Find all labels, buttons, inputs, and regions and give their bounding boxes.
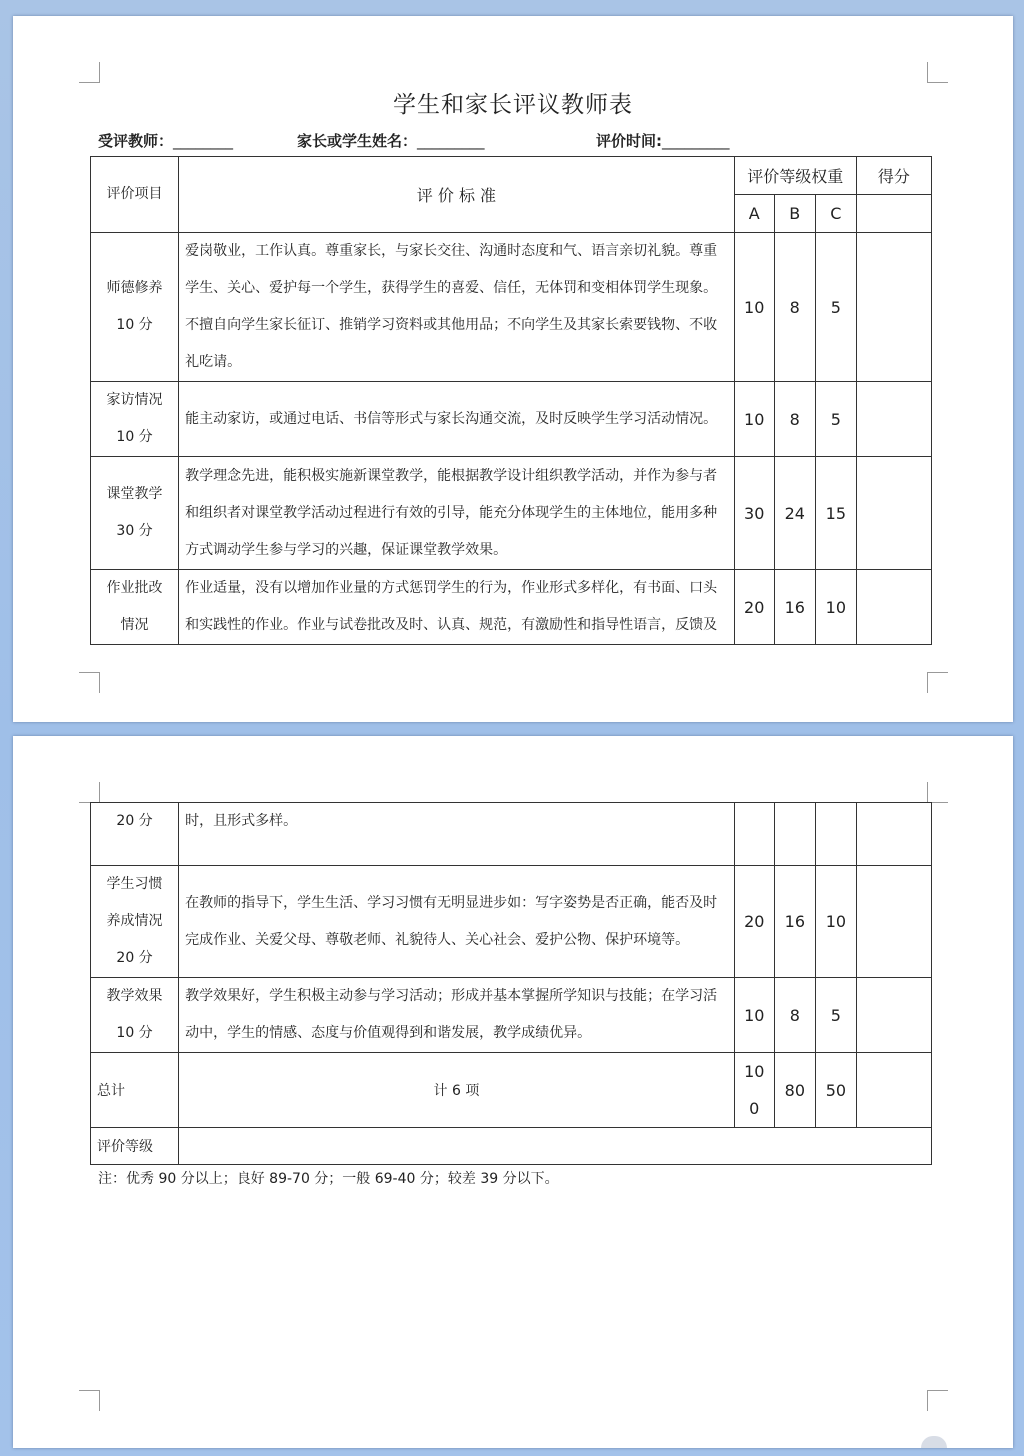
standard-line: 在教师的指导下，学生生活、学习习惯有无明显进步如：写字姿势是否正确，能否及时 bbox=[185, 894, 718, 911]
table-row bbox=[91, 233, 932, 382]
value-c: 5 bbox=[815, 382, 856, 457]
parent-label: 家长或学生姓名： bbox=[297, 132, 418, 150]
value-b: 8 bbox=[774, 978, 815, 1053]
crop-mark bbox=[927, 62, 948, 83]
document-page-2 bbox=[13, 736, 1013, 1448]
crop-mark bbox=[79, 672, 100, 693]
item-line: 20 分 bbox=[116, 950, 153, 966]
value-a: 20 bbox=[734, 866, 774, 978]
value-c: 10 bbox=[815, 866, 856, 978]
row-item bbox=[91, 382, 179, 457]
total-a-line: 0 bbox=[749, 1099, 760, 1118]
value-b: 8 bbox=[774, 382, 815, 457]
teacher-label: 受评教师： bbox=[98, 132, 174, 150]
document-page-1 bbox=[13, 16, 1013, 722]
row-standard bbox=[179, 382, 735, 457]
total-a-line: 10 bbox=[744, 1062, 765, 1081]
value-a: 10 bbox=[734, 978, 774, 1053]
standard-line: 作业适量，没有以增加作业量的方式惩罚学生的行为，作业形式多样化，有书面、口头 bbox=[185, 580, 718, 596]
score-cell[interactable] bbox=[856, 233, 931, 382]
total-count: 计 6 项 bbox=[179, 1053, 735, 1128]
teacher-blank: ________ bbox=[173, 132, 234, 150]
page-title: 学生和家长评议教师表 bbox=[393, 92, 633, 118]
parent-field bbox=[297, 130, 485, 151]
grade-a: A bbox=[734, 195, 774, 233]
value-c: 10 bbox=[815, 570, 856, 645]
item-line: 养成情况 bbox=[106, 913, 163, 929]
row-item bbox=[91, 457, 179, 570]
item-line: 课堂教学 bbox=[106, 486, 163, 502]
total-label: 总计 bbox=[91, 1053, 179, 1128]
standard-line: 学生、关心、爱护每一个学生，获得学生的喜爱、信任，无体罚和变相体罚学生现象。 bbox=[185, 280, 718, 296]
header-item: 评价项目 bbox=[91, 157, 179, 233]
parent-blank: _________ bbox=[417, 132, 485, 150]
standard-line: 方式调动学生参与学习的兴趣，保证课堂教学效果。 bbox=[185, 541, 508, 558]
table-row bbox=[91, 803, 932, 866]
standard-line: 动中，学生的情感、态度与价值观得到和谐发展，教学成绩优异。 bbox=[185, 1025, 592, 1041]
total-b: 80 bbox=[774, 1053, 815, 1128]
value-a bbox=[734, 803, 774, 866]
header-score: 得分 bbox=[856, 157, 931, 195]
value-c: 5 bbox=[815, 233, 856, 382]
standard-line: 时，且形式多样。 bbox=[185, 813, 298, 829]
value-b: 16 bbox=[774, 866, 815, 978]
time-blank: _________ bbox=[662, 132, 730, 150]
header-weight: 评价等级权重 bbox=[734, 157, 856, 195]
table-row bbox=[91, 570, 932, 645]
score-cell[interactable] bbox=[856, 978, 931, 1053]
grade-b: B bbox=[774, 195, 815, 233]
item-line: 10 分 bbox=[116, 1025, 153, 1041]
total-a bbox=[734, 1053, 774, 1128]
item-line: 学生习惯 bbox=[106, 876, 163, 892]
crop-mark bbox=[927, 782, 948, 803]
value-c bbox=[815, 803, 856, 866]
value-a: 30 bbox=[734, 457, 774, 570]
standard-line: 礼吃请。 bbox=[185, 354, 242, 370]
evaluation-table-page-2 bbox=[90, 802, 932, 1165]
table-row bbox=[91, 382, 932, 457]
time-field bbox=[596, 130, 730, 151]
grade-label: 评价等级 bbox=[91, 1128, 179, 1165]
teacher-field bbox=[98, 130, 233, 151]
score-cell[interactable] bbox=[856, 382, 931, 457]
row-standard bbox=[179, 233, 735, 382]
value-c: 5 bbox=[815, 978, 856, 1053]
value-a: 10 bbox=[734, 233, 774, 382]
score-header-blank bbox=[856, 195, 931, 233]
crop-mark bbox=[927, 1390, 948, 1411]
item-line: 20 分 bbox=[116, 813, 153, 829]
standard-line: 和实践性的作业。作业与试卷批改及时、认真、规范，有激励性和指导性语言，反馈及 bbox=[185, 617, 718, 633]
row-standard bbox=[179, 457, 735, 570]
standard-line: 和组织者对课堂教学活动过程进行有效的引导，能充分体现学生的主体地位，能用多种 bbox=[185, 504, 718, 521]
total-score-cell[interactable] bbox=[856, 1053, 931, 1128]
time-label: 评价时间: bbox=[596, 132, 662, 150]
table-row bbox=[91, 457, 932, 570]
grade-c: C bbox=[815, 195, 856, 233]
row-item bbox=[91, 866, 179, 978]
score-cell[interactable] bbox=[856, 866, 931, 978]
item-line: 10 分 bbox=[116, 429, 153, 445]
row-standard bbox=[179, 570, 735, 645]
item-line: 家访情况 bbox=[106, 392, 163, 408]
row-item bbox=[91, 233, 179, 382]
score-cell[interactable] bbox=[856, 803, 931, 866]
item-line: 30 分 bbox=[116, 523, 153, 539]
row-standard bbox=[179, 978, 735, 1053]
standard-line: 完成作业、关爱父母、尊敬老师、礼貌待人、关心社会、爱护公物、保护环境等。 bbox=[185, 931, 690, 948]
score-cell[interactable] bbox=[856, 457, 931, 570]
standard-line: 不擅自向学生家长征订、推销学习资料或其他用品；不向学生及其家长索要钱物、不收 bbox=[185, 317, 718, 333]
standard-line: 爱岗敬业，工作认真。尊重家长，与家长交往、沟通时态度和气、语言亲切礼貌。尊重 bbox=[185, 243, 718, 259]
table-row bbox=[91, 866, 932, 978]
row-item bbox=[91, 978, 179, 1053]
header-standard: 评 价 标 准 bbox=[179, 157, 735, 233]
total-c: 50 bbox=[815, 1053, 856, 1128]
score-cell[interactable] bbox=[856, 570, 931, 645]
grade-row bbox=[91, 1128, 932, 1165]
row-standard bbox=[179, 803, 735, 866]
crop-mark bbox=[79, 62, 100, 83]
item-line: 教学效果 bbox=[106, 988, 163, 1004]
scoring-note: 注：优秀 90 分以上；良好 89-70 分；一般 69-40 分；较差 39 分以下。 bbox=[98, 1171, 559, 1187]
zoom-widget-icon bbox=[921, 1436, 947, 1448]
total-row bbox=[91, 1053, 932, 1128]
value-c: 15 bbox=[815, 457, 856, 570]
standard-line: 教学理念先进，能积极实施新课堂教学，能根据教学设计组织教学活动，并作为参与者 bbox=[185, 467, 718, 484]
value-a: 10 bbox=[734, 382, 774, 457]
standard-line: 教学效果好，学生积极主动参与学习活动；形成并基本掌握所学知识与技能；在学习活 bbox=[185, 988, 718, 1004]
crop-mark bbox=[927, 672, 948, 693]
item-line: 10 分 bbox=[116, 317, 153, 333]
standard-line: 能主动家访，或通过电话、书信等形式与家长沟通交流，及时反映学生学习活动情况。 bbox=[185, 410, 718, 427]
item-line: 情况 bbox=[120, 617, 149, 633]
row-standard bbox=[179, 866, 735, 978]
crop-mark bbox=[79, 782, 100, 803]
evaluation-table-page-1 bbox=[90, 156, 932, 645]
table-row bbox=[91, 978, 932, 1053]
crop-mark bbox=[79, 1390, 100, 1411]
row-item bbox=[91, 803, 179, 866]
row-item bbox=[91, 570, 179, 645]
grade-value-cell[interactable] bbox=[179, 1128, 932, 1165]
item-line: 作业批改 bbox=[106, 580, 163, 596]
value-b: 24 bbox=[774, 457, 815, 570]
value-b bbox=[774, 803, 815, 866]
value-b: 16 bbox=[774, 570, 815, 645]
value-b: 8 bbox=[774, 233, 815, 382]
value-a: 20 bbox=[734, 570, 774, 645]
item-line: 师德修养 bbox=[106, 280, 163, 296]
